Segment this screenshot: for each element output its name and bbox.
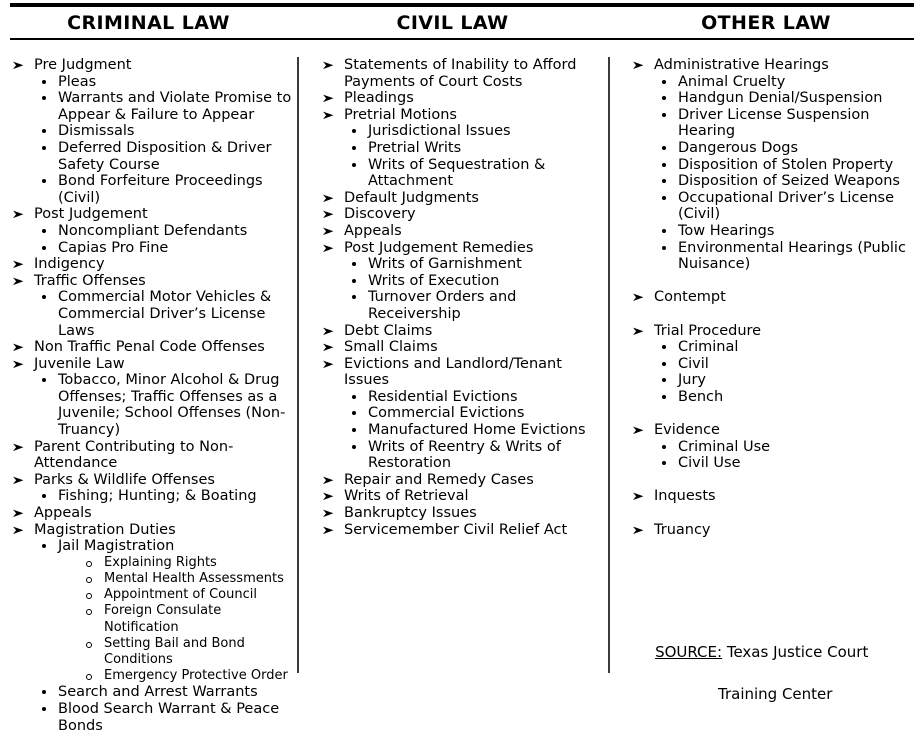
list-item-label: Manufactured Home Evictions bbox=[368, 422, 586, 439]
list-item[interactable] bbox=[316, 505, 606, 522]
list-item-label: Small Claims bbox=[344, 339, 438, 356]
arrow-bullet-icon bbox=[323, 505, 337, 518]
list-item-label: Magistration Duties bbox=[34, 521, 176, 538]
list-item-label: Civil bbox=[678, 355, 709, 372]
circle-bullet-icon bbox=[86, 555, 92, 567]
list-item[interactable] bbox=[6, 603, 293, 635]
list-item-label: Disposition of Seized Weapons bbox=[678, 173, 900, 190]
dot-bullet-icon bbox=[42, 538, 46, 548]
list-item[interactable] bbox=[316, 522, 606, 539]
list-item-label: Search and Arrest Warrants bbox=[58, 684, 258, 701]
dot-bullet-icon bbox=[42, 488, 46, 498]
list-item[interactable] bbox=[316, 472, 606, 489]
list-item[interactable] bbox=[626, 323, 922, 340]
list-item-label: Disposition of Stolen Property bbox=[678, 156, 894, 173]
list-item[interactable] bbox=[626, 439, 922, 456]
list-item-label: Pleas bbox=[58, 73, 97, 90]
list-item[interactable] bbox=[316, 256, 606, 273]
list-item-label: Jury bbox=[678, 372, 707, 389]
arrow-bullet-icon bbox=[323, 488, 337, 501]
list-item-label: Repair and Remedy Cases bbox=[344, 471, 534, 488]
list-item[interactable] bbox=[316, 323, 606, 340]
list-item-label: Environmental Hearings (Public Nuisance) bbox=[678, 239, 906, 273]
list-item[interactable] bbox=[316, 339, 606, 356]
list-item-label: Pretrial Writs bbox=[368, 139, 462, 156]
dot-bullet-icon bbox=[662, 455, 666, 465]
circle-bullet-icon bbox=[86, 603, 92, 615]
list-item[interactable] bbox=[6, 668, 293, 684]
dot-bullet-icon bbox=[352, 405, 356, 415]
list-item-label: Post Judgement bbox=[34, 206, 148, 223]
dot-bullet-icon bbox=[42, 684, 46, 694]
column-divider-2 bbox=[608, 57, 610, 673]
list-item[interactable] bbox=[6, 74, 293, 91]
list-item-label: Discovery bbox=[344, 206, 416, 223]
list-item-label: Default Judgments bbox=[344, 189, 479, 206]
dot-bullet-icon bbox=[662, 90, 666, 100]
list-item-label: Tobacco, Minor Alcohol & Drug Offenses; Traffic Offenses as a Juvenile; School Offenses (Non-Truancy) bbox=[58, 372, 286, 439]
column-title-criminal: CRIMINAL LAW bbox=[67, 12, 230, 34]
dot-bullet-icon bbox=[42, 173, 46, 183]
list-item-label: Dangerous Dogs bbox=[678, 139, 799, 156]
list-item[interactable] bbox=[316, 123, 606, 140]
dot-bullet-icon bbox=[662, 190, 666, 200]
list-item-label: Driver License Suspension Hearing bbox=[678, 106, 870, 140]
list-item-label: Bond Forfeiture Proceedings (Civil) bbox=[58, 173, 263, 206]
list-item-label: Servicemember Civil Relief Act bbox=[344, 521, 568, 538]
column-other-law bbox=[620, 57, 924, 673]
criminal-law-list bbox=[6, 57, 293, 734]
list-item-label: Capias Pro Fine bbox=[58, 239, 169, 256]
list-item[interactable] bbox=[626, 422, 922, 439]
list-item[interactable] bbox=[6, 256, 293, 273]
list-item[interactable] bbox=[626, 372, 922, 389]
dot-bullet-icon bbox=[662, 223, 666, 233]
arrow-bullet-icon bbox=[13, 339, 27, 352]
list-item-label: Evidence bbox=[654, 422, 720, 439]
arrow-bullet-icon bbox=[323, 190, 337, 203]
list-item[interactable] bbox=[626, 488, 922, 505]
arrow-bullet-icon bbox=[13, 206, 27, 219]
dot-bullet-icon bbox=[42, 240, 46, 250]
dot-bullet-icon bbox=[662, 339, 666, 349]
dot-bullet-icon bbox=[662, 372, 666, 382]
list-item[interactable] bbox=[626, 389, 922, 406]
list-item-label: Blood Search Warrant & Peace Bonds bbox=[58, 701, 280, 734]
dot-bullet-icon bbox=[662, 173, 666, 183]
list-item-label: Pretrial Motions bbox=[344, 106, 457, 123]
dot-bullet-icon bbox=[42, 90, 46, 100]
header-title-row bbox=[0, 12, 924, 35]
list-item-label: Trial Procedure bbox=[654, 322, 762, 339]
list-item[interactable] bbox=[626, 57, 922, 74]
chart-header bbox=[0, 0, 924, 45]
list-item-label: Truancy bbox=[654, 521, 711, 538]
dot-bullet-icon bbox=[352, 140, 356, 150]
list-item[interactable] bbox=[626, 173, 922, 190]
list-item[interactable] bbox=[316, 90, 606, 107]
header-top-rule bbox=[10, 3, 914, 7]
list-item[interactable] bbox=[6, 173, 293, 206]
column-criminal-law bbox=[0, 57, 297, 734]
list-item-label: Appeals bbox=[34, 505, 92, 522]
list-item[interactable] bbox=[316, 422, 606, 439]
list-item[interactable] bbox=[626, 356, 922, 373]
arrow-bullet-icon bbox=[323, 90, 337, 103]
arrow-bullet-icon bbox=[13, 273, 27, 286]
arrow-bullet-icon bbox=[633, 422, 647, 435]
arrow-bullet-icon bbox=[633, 289, 647, 302]
dot-bullet-icon bbox=[662, 389, 666, 399]
dot-bullet-icon bbox=[352, 273, 356, 283]
list-item-label: Warrants and Violate Promise to Appear & Failure to Appear bbox=[58, 90, 292, 123]
dot-bullet-icon bbox=[662, 140, 666, 150]
list-spacer bbox=[626, 505, 922, 522]
source-attribution bbox=[636, 621, 868, 747]
list-item-label: Pleadings bbox=[344, 90, 414, 107]
list-item[interactable] bbox=[626, 223, 922, 240]
list-item[interactable] bbox=[316, 157, 606, 190]
source-line-1: Texas Justice Court bbox=[722, 643, 869, 661]
list-item[interactable] bbox=[626, 289, 922, 306]
list-item-label: Fishing; Hunting; & Boating bbox=[58, 488, 257, 505]
arrow-bullet-icon bbox=[323, 206, 337, 219]
list-item[interactable] bbox=[6, 522, 293, 539]
list-item-label: Parent Contributing to Non-Attendance bbox=[34, 438, 234, 472]
list-item[interactable] bbox=[316, 206, 606, 223]
arrow-bullet-icon bbox=[13, 522, 27, 535]
list-item-label: Parks & Wildlife Offenses bbox=[34, 471, 215, 488]
list-item[interactable] bbox=[6, 472, 293, 489]
column-civil-law bbox=[310, 57, 608, 673]
list-item-label: Traffic Offenses bbox=[34, 272, 146, 289]
list-item-label: Bench bbox=[678, 388, 724, 405]
arrow-bullet-icon bbox=[13, 57, 27, 70]
list-item-label: Emergency Protective Order bbox=[104, 668, 288, 684]
column-divider-1 bbox=[297, 57, 299, 673]
list-item-label: Residential Evictions bbox=[368, 388, 518, 405]
list-item[interactable] bbox=[6, 206, 293, 223]
arrow-bullet-icon bbox=[323, 339, 337, 352]
list-item[interactable] bbox=[6, 240, 293, 257]
list-item-label: Indigency bbox=[34, 256, 105, 273]
list-spacer bbox=[626, 472, 922, 489]
list-item[interactable] bbox=[316, 240, 606, 257]
dot-bullet-icon bbox=[352, 439, 356, 449]
arrow-bullet-icon bbox=[323, 223, 337, 236]
list-item[interactable] bbox=[6, 90, 293, 123]
list-item-label: Appeals bbox=[344, 222, 402, 239]
list-item[interactable] bbox=[316, 107, 606, 124]
column-title-other: OTHER LAW bbox=[701, 12, 831, 34]
dot-bullet-icon bbox=[352, 422, 356, 432]
list-item-label: Appointment of Council bbox=[104, 587, 257, 603]
other-law-list bbox=[626, 57, 922, 538]
arrow-bullet-icon bbox=[13, 505, 27, 518]
list-item[interactable] bbox=[6, 488, 293, 505]
arrow-bullet-icon bbox=[323, 522, 337, 535]
list-item[interactable] bbox=[6, 636, 293, 668]
dot-bullet-icon bbox=[352, 389, 356, 399]
dot-bullet-icon bbox=[662, 356, 666, 366]
list-item[interactable] bbox=[626, 74, 922, 91]
dot-bullet-icon bbox=[662, 157, 666, 167]
list-item-label: Evictions and Landlord/Tenant Issues bbox=[344, 355, 562, 389]
list-item-label: Noncompliant Defendants bbox=[58, 222, 248, 239]
list-item-label: Criminal Use bbox=[678, 438, 771, 455]
source-line-2: Training Center bbox=[718, 685, 833, 703]
list-item-label: Post Judgement Remedies bbox=[344, 239, 534, 256]
dot-bullet-icon bbox=[352, 256, 356, 266]
list-item[interactable] bbox=[6, 57, 293, 74]
list-item[interactable] bbox=[6, 273, 293, 290]
list-item-label: Jurisdictional Issues bbox=[368, 123, 511, 140]
list-item-label: Writs of Garnishment bbox=[368, 256, 522, 273]
list-item[interactable] bbox=[316, 289, 606, 322]
list-item[interactable] bbox=[316, 190, 606, 207]
list-spacer bbox=[626, 306, 922, 323]
list-item-label: Handgun Denial/Suspension bbox=[678, 90, 883, 107]
civil-law-list bbox=[316, 57, 606, 538]
list-item-label: Writs of Sequestration & Attachment bbox=[368, 156, 546, 190]
list-item-label: Writs of Retrieval bbox=[344, 488, 469, 505]
list-item-label: Criminal bbox=[678, 339, 739, 356]
list-item[interactable] bbox=[6, 538, 293, 555]
list-item[interactable] bbox=[6, 123, 293, 140]
dot-bullet-icon bbox=[662, 240, 666, 250]
list-item[interactable] bbox=[316, 140, 606, 157]
list-item[interactable] bbox=[626, 339, 922, 356]
list-item-label: Jail Magistration bbox=[58, 538, 175, 555]
list-item[interactable] bbox=[626, 240, 922, 273]
list-item-label: Juvenile Law bbox=[34, 355, 125, 372]
arrow-bullet-icon bbox=[13, 256, 27, 269]
list-item-label: Contempt bbox=[654, 289, 726, 306]
column-title-civil: CIVIL LAW bbox=[396, 12, 509, 34]
list-item[interactable] bbox=[316, 356, 606, 389]
arrow-bullet-icon bbox=[323, 57, 337, 70]
arrow-bullet-icon bbox=[633, 323, 647, 336]
list-item[interactable] bbox=[316, 223, 606, 240]
list-item[interactable] bbox=[6, 701, 293, 734]
list-spacer bbox=[626, 405, 922, 422]
list-spacer bbox=[626, 273, 922, 290]
arrow-bullet-icon bbox=[633, 57, 647, 70]
dot-bullet-icon bbox=[42, 74, 46, 84]
dot-bullet-icon bbox=[42, 123, 46, 133]
list-item[interactable] bbox=[626, 455, 922, 472]
dot-bullet-icon bbox=[42, 372, 46, 382]
list-item-label: Commercial Motor Vehicles & Commercial Driver’s License Laws bbox=[58, 289, 272, 339]
circle-bullet-icon bbox=[86, 668, 92, 680]
list-item[interactable] bbox=[6, 555, 293, 571]
list-item[interactable] bbox=[6, 587, 293, 603]
list-item-label: Debt Claims bbox=[344, 322, 433, 339]
list-item-label: Civil Use bbox=[678, 455, 741, 472]
list-item-label: Statements of Inability to Afford Payments of Court Costs bbox=[344, 57, 577, 90]
list-item-label: Pre Judgment bbox=[34, 57, 132, 73]
list-item-label: Commercial Evictions bbox=[368, 405, 525, 422]
list-item[interactable] bbox=[6, 372, 293, 438]
list-item-label: Turnover Orders and Receivership bbox=[368, 289, 517, 322]
list-item[interactable] bbox=[316, 57, 606, 90]
list-item[interactable] bbox=[626, 90, 922, 107]
dot-bullet-icon bbox=[42, 140, 46, 150]
list-item-label: Inquests bbox=[654, 488, 716, 505]
arrow-bullet-icon bbox=[323, 472, 337, 485]
list-item[interactable] bbox=[316, 273, 606, 290]
list-item[interactable] bbox=[6, 684, 293, 701]
list-item[interactable] bbox=[626, 157, 922, 174]
dot-bullet-icon bbox=[662, 107, 666, 117]
list-item[interactable] bbox=[626, 190, 922, 223]
list-item-label: Explaining Rights bbox=[104, 554, 217, 570]
arrow-bullet-icon bbox=[13, 356, 27, 369]
arrow-bullet-icon bbox=[323, 107, 337, 120]
list-item[interactable] bbox=[316, 488, 606, 505]
list-item[interactable] bbox=[626, 522, 922, 539]
list-item[interactable] bbox=[6, 356, 293, 373]
arrow-bullet-icon bbox=[323, 323, 337, 336]
source-label: SOURCE: bbox=[655, 643, 723, 661]
list-item[interactable] bbox=[6, 571, 293, 587]
list-item[interactable] bbox=[626, 107, 922, 140]
list-item-label: Setting Bail and Bond Conditions bbox=[104, 635, 245, 668]
dot-bullet-icon bbox=[42, 289, 46, 299]
list-item-label: Writs of Reentry & Writs of Restoration bbox=[368, 438, 561, 472]
arrow-bullet-icon bbox=[323, 356, 337, 369]
list-item-label: Dismissals bbox=[58, 123, 135, 140]
list-item-label: Mental Health Assessments bbox=[104, 571, 284, 587]
list-item[interactable] bbox=[6, 439, 293, 472]
list-item-label: Non Traffic Penal Code Offenses bbox=[34, 339, 265, 356]
dot-bullet-icon bbox=[662, 74, 666, 84]
header-bottom-rule bbox=[10, 38, 914, 40]
list-item-label: Occupational Driver’s License (Civil) bbox=[678, 189, 894, 223]
list-item[interactable] bbox=[6, 223, 293, 240]
dot-bullet-icon bbox=[42, 701, 46, 711]
list-item-label: Administrative Hearings bbox=[654, 57, 829, 73]
dot-bullet-icon bbox=[352, 123, 356, 133]
arrow-bullet-icon bbox=[633, 522, 647, 535]
circle-bullet-icon bbox=[86, 587, 92, 599]
list-item[interactable] bbox=[6, 339, 293, 356]
arrow-bullet-icon bbox=[13, 439, 27, 452]
list-item-label: Deferred Disposition & Driver Safety Course bbox=[58, 139, 272, 173]
list-item-label: Writs of Execution bbox=[368, 272, 500, 289]
arrow-bullet-icon bbox=[633, 488, 647, 501]
dot-bullet-icon bbox=[42, 223, 46, 233]
dot-bullet-icon bbox=[352, 157, 356, 167]
list-item[interactable] bbox=[6, 505, 293, 522]
list-item[interactable] bbox=[6, 140, 293, 173]
list-item[interactable] bbox=[316, 405, 606, 422]
list-item[interactable] bbox=[316, 439, 606, 472]
list-item[interactable] bbox=[626, 140, 922, 157]
list-item[interactable] bbox=[316, 389, 606, 406]
circle-bullet-icon bbox=[86, 636, 92, 648]
list-item-label: Foreign Consulate Notification bbox=[104, 603, 222, 635]
list-item-label: Bankruptcy Issues bbox=[344, 505, 477, 522]
dot-bullet-icon bbox=[662, 439, 666, 449]
list-item-label: Tow Hearings bbox=[678, 222, 775, 239]
arrow-bullet-icon bbox=[323, 240, 337, 253]
circle-bullet-icon bbox=[86, 571, 92, 583]
dot-bullet-icon bbox=[352, 289, 356, 299]
arrow-bullet-icon bbox=[13, 472, 27, 485]
list-item-label: Animal Cruelty bbox=[678, 73, 786, 90]
list-item[interactable] bbox=[6, 289, 293, 339]
